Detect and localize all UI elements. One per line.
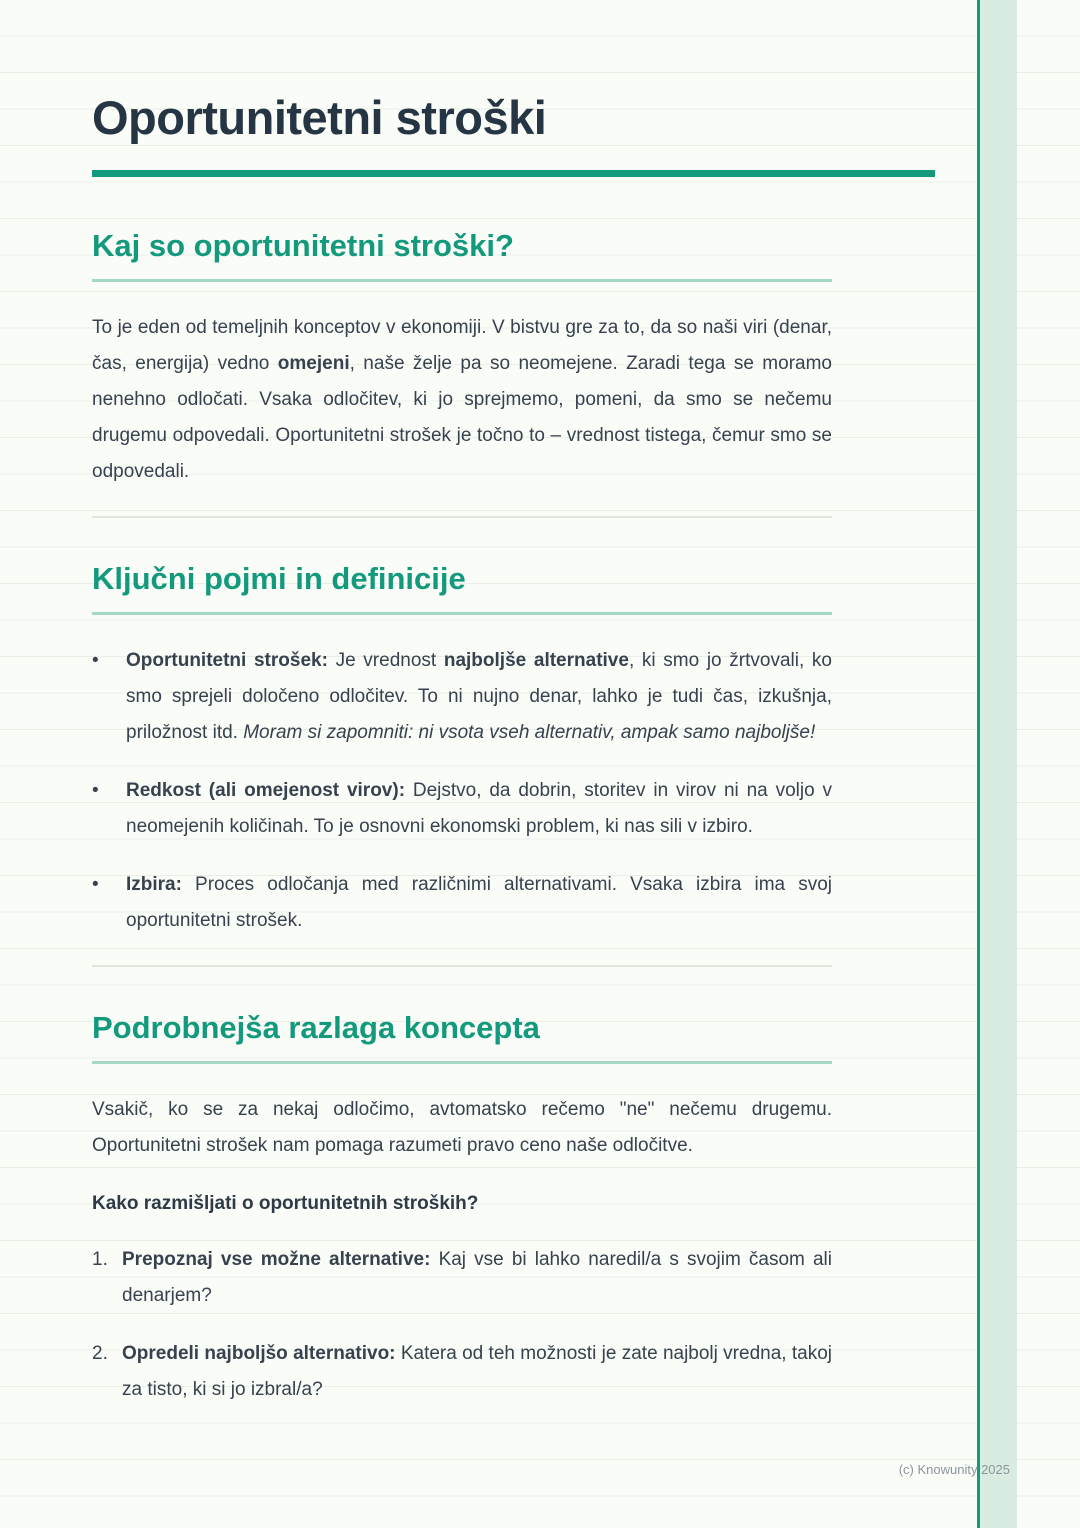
list-item-text <box>122 1336 832 1408</box>
intro-paragraph-text: , naše želje pa so neomejene. Zaradi tega se moramo nenehno odločati. Vsaka odločitev, ki jo sprejmemo, pomeni, da smo se nečemu drugemu odpovedali. Oportunitetni strošek je točno to – vrednost tistega, čemur smo se odpovedali. <box>92 352 832 482</box>
explanation-paragraph: Vsakič, ko se za nekaj odločimo, avtomatsko rečemo "ne" nečemu drugemu. Oportunitetni strošek nam pomaga razumeti pravo ceno naše odločitve. <box>92 1099 832 1157</box>
step-label: Prepoznaj vse možne alternative: <box>122 1249 431 1271</box>
section-divider <box>92 965 832 967</box>
heading-underline <box>92 1061 832 1064</box>
term-text: Dejstvo, da dobrin, storitev in virov ni na voljo v neomejenih količinah. To je osnovni ekonomski problem, ki nas sili v izbiro. <box>126 780 832 838</box>
term-text: , ki smo jo žrtvovali, ko smo sprejeli določeno odločitev. To ni nujno denar, lahko je tudi čas, izkušnja, priložnost itd. <box>126 650 832 744</box>
right-accent-stripe <box>977 0 1017 1528</box>
heading-underline <box>92 279 832 282</box>
number-marker: 2. <box>92 1343 108 1365</box>
copyright-footer: (c) Knowunity 2025 <box>898 1462 1010 1477</box>
number-marker: 1. <box>92 1249 108 1271</box>
how-to-think-question: Kako razmišljati o oportunitetnih stroških? <box>92 1193 479 1215</box>
section-divider <box>92 516 832 518</box>
list-item-opportunity-cost <box>92 643 832 751</box>
steps-list <box>92 1242 832 1408</box>
step-text: Kaj vse bi lahko naredil/a s svojim časom ali denarjem? <box>122 1249 833 1307</box>
bullet-marker: • <box>92 650 99 672</box>
intro-paragraph-bold: omejeni <box>277 352 350 374</box>
list-item-choice <box>92 867 832 939</box>
section-heading-detailed-explanation: Podrobnejša razlaga koncepta <box>92 1010 540 1046</box>
key-terms-list <box>92 643 832 939</box>
list-item-step-2 <box>92 1336 832 1408</box>
heading-underline <box>92 612 832 615</box>
intro-paragraph-text: To je eden od temeljnih konceptov v ekonomiji. V bistvu gre za to, da so naši viri (denar, čas, energija) vedno <box>92 316 832 374</box>
section-heading-what-are: Kaj so oportunitetni stroški? <box>92 227 514 263</box>
term-text: Proces odločanja med različnimi alternativami. Vsaka izbira ima svoj oportunitetni strošek. <box>126 874 832 932</box>
step-label: Opredeli najboljšo alternativo: <box>122 1343 396 1365</box>
list-item-scarcity <box>92 773 832 845</box>
step-text: Katera od teh možnosti je zate najbolj vredna, takoj za tisto, ki si jo izbral/a? <box>122 1343 832 1401</box>
list-item-step-1 <box>92 1242 832 1314</box>
term-label: Redkost (ali omejenost virov): <box>126 780 406 802</box>
term-bold: najboljše alternative <box>443 650 629 672</box>
title-rule-divider <box>92 170 935 177</box>
term-italic-note: Moram si zapomniti: ni vsota vseh alternativ, ampak samo najboljše! <box>243 722 816 744</box>
term-label: Oportunitetni strošek: <box>126 650 328 672</box>
list-item-text <box>126 643 832 751</box>
term-label: Izbira: <box>126 874 182 896</box>
list-item-text <box>122 1242 832 1314</box>
section-heading-key-terms: Ključni pojmi in definicije <box>92 560 466 596</box>
bullet-marker: • <box>92 874 99 896</box>
list-item-text <box>126 773 832 845</box>
document-content <box>92 92 935 1430</box>
page-title: Oportunitetni stroški <box>92 91 547 144</box>
bullet-marker: • <box>92 780 99 802</box>
term-text: Je vrednost <box>327 650 444 672</box>
intro-paragraph <box>92 310 832 490</box>
list-item-text <box>126 867 832 939</box>
